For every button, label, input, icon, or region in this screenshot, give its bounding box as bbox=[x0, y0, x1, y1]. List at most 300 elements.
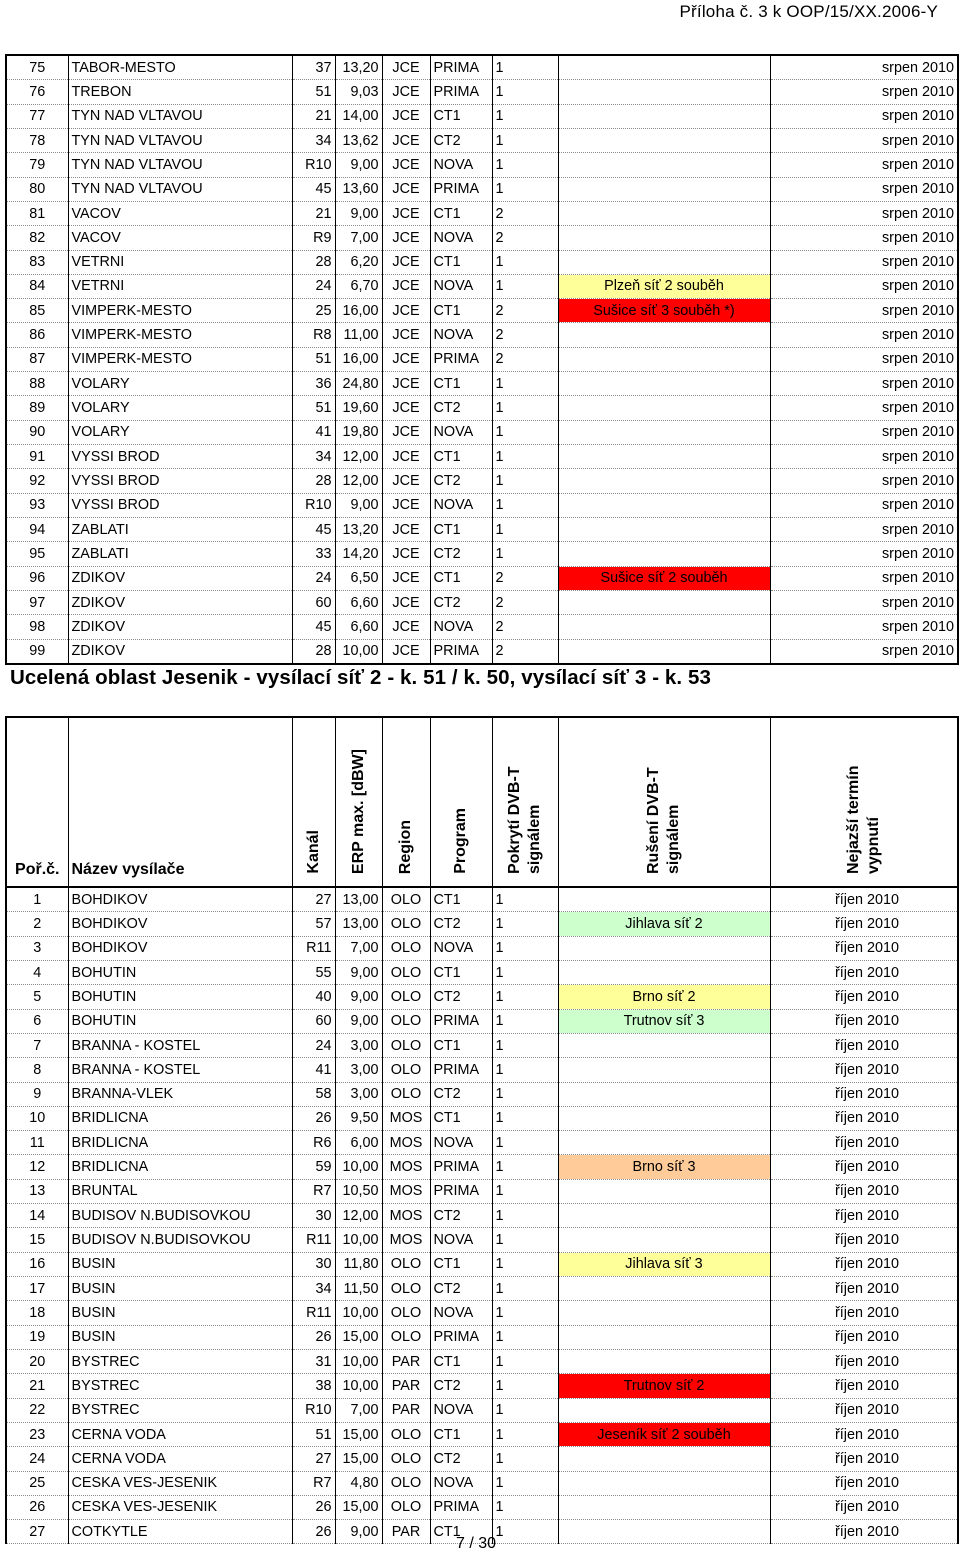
station-name: BOHDIKOV bbox=[68, 887, 292, 912]
switch-off-date: říjen 2010 bbox=[770, 1252, 958, 1276]
station-number: 98 bbox=[6, 615, 68, 639]
station-name: CESKA VES-JESENIK bbox=[68, 1495, 292, 1519]
erp-value: 10,00 bbox=[335, 1374, 382, 1398]
station-number: 15 bbox=[6, 1228, 68, 1252]
table-row bbox=[6, 396, 958, 420]
station-name: ZDIKOV bbox=[68, 615, 292, 639]
table-row bbox=[6, 936, 958, 960]
coverage-value: 1 bbox=[492, 912, 558, 936]
station-number: 87 bbox=[6, 347, 68, 371]
station-name: ZABLATI bbox=[68, 542, 292, 566]
channel: 51 bbox=[292, 1422, 335, 1446]
channel: 28 bbox=[292, 639, 335, 664]
coverage-value: 1 bbox=[492, 1520, 558, 1544]
coverage-value: 1 bbox=[492, 936, 558, 960]
erp-value: 7,00 bbox=[335, 936, 382, 960]
station-number: 17 bbox=[6, 1277, 68, 1301]
switch-off-date: srpen 2010 bbox=[770, 299, 958, 323]
channel: R10 bbox=[292, 1398, 335, 1422]
channel: 34 bbox=[292, 445, 335, 469]
table-row bbox=[6, 1447, 958, 1471]
region-code: MOS bbox=[382, 1204, 430, 1228]
header-region: Region bbox=[397, 819, 414, 874]
program-name: CT2 bbox=[430, 985, 492, 1009]
switch-off-date: srpen 2010 bbox=[770, 201, 958, 225]
station-number: 2 bbox=[6, 912, 68, 936]
coverage-value: 1 bbox=[492, 493, 558, 517]
station-name: BRUNTAL bbox=[68, 1179, 292, 1203]
channel: R7 bbox=[292, 1179, 335, 1203]
switch-off-date: říjen 2010 bbox=[770, 1325, 958, 1349]
region-code: JCE bbox=[382, 55, 430, 80]
switch-off-date: říjen 2010 bbox=[770, 1058, 958, 1082]
erp-value: 7,00 bbox=[335, 1398, 382, 1422]
table-row bbox=[6, 469, 958, 493]
channel: 31 bbox=[292, 1349, 335, 1373]
table1-body bbox=[6, 55, 958, 664]
erp-value: 6,00 bbox=[335, 1131, 382, 1155]
coverage-value: 1 bbox=[492, 128, 558, 152]
region-code: PAR bbox=[382, 1520, 430, 1544]
switch-off-date: říjen 2010 bbox=[770, 1131, 958, 1155]
station-name: VACOV bbox=[68, 226, 292, 250]
switch-off-date: říjen 2010 bbox=[770, 1204, 958, 1228]
station-number: 86 bbox=[6, 323, 68, 347]
channel: 34 bbox=[292, 1277, 335, 1301]
station-name: BRIDLICNA bbox=[68, 1155, 292, 1179]
table-row bbox=[6, 1155, 958, 1179]
channel: 30 bbox=[292, 1204, 335, 1228]
table-row bbox=[6, 420, 958, 444]
station-number: 97 bbox=[6, 590, 68, 614]
coverage-value: 1 bbox=[492, 372, 558, 396]
region-code: PAR bbox=[382, 1374, 430, 1398]
region-code: JCE bbox=[382, 445, 430, 469]
switch-off-date: srpen 2010 bbox=[770, 493, 958, 517]
channel: 34 bbox=[292, 128, 335, 152]
region-code: JCE bbox=[382, 153, 430, 177]
coverage-value: 2 bbox=[492, 566, 558, 590]
erp-value: 4,80 bbox=[335, 1471, 382, 1495]
interference-note bbox=[558, 177, 770, 201]
region-code: JCE bbox=[382, 347, 430, 371]
station-name: VIMPERK-MESTO bbox=[68, 299, 292, 323]
coverage-value: 1 bbox=[492, 1495, 558, 1519]
interference-note bbox=[558, 1495, 770, 1519]
program-name: PRIMA bbox=[430, 1495, 492, 1519]
program-name: CT2 bbox=[430, 1277, 492, 1301]
erp-value: 13,60 bbox=[335, 177, 382, 201]
interference-note bbox=[558, 1398, 770, 1422]
switch-off-date: srpen 2010 bbox=[770, 517, 958, 541]
coverage-value: 1 bbox=[492, 1398, 558, 1422]
switch-off-date: srpen 2010 bbox=[770, 420, 958, 444]
interference-note: Brno síť 2 bbox=[558, 985, 770, 1009]
interference-note bbox=[558, 936, 770, 960]
channel: 58 bbox=[292, 1082, 335, 1106]
interference-note bbox=[558, 1058, 770, 1082]
interference-note: Trutnov síť 2 bbox=[558, 1374, 770, 1398]
region-code: JCE bbox=[382, 177, 430, 201]
interference-note bbox=[558, 128, 770, 152]
region-code: OLO bbox=[382, 1495, 430, 1519]
station-number: 22 bbox=[6, 1398, 68, 1422]
interference-note: Jeseník síť 2 souběh bbox=[558, 1422, 770, 1446]
channel: R7 bbox=[292, 1471, 335, 1495]
coverage-value: 1 bbox=[492, 1325, 558, 1349]
interference-note: Sušice síť 3 souběh *) bbox=[558, 299, 770, 323]
station-number: 21 bbox=[6, 1374, 68, 1398]
interference-note: Sušice síť 2 souběh bbox=[558, 566, 770, 590]
coverage-value: 1 bbox=[492, 1033, 558, 1057]
channel: 51 bbox=[292, 80, 335, 104]
coverage-value: 1 bbox=[492, 1106, 558, 1130]
switch-off-date: říjen 2010 bbox=[770, 1277, 958, 1301]
interference-note bbox=[558, 590, 770, 614]
station-number: 90 bbox=[6, 420, 68, 444]
region-code: JCE bbox=[382, 104, 430, 128]
program-name: NOVA bbox=[430, 1398, 492, 1422]
switch-off-date: srpen 2010 bbox=[770, 250, 958, 274]
coverage-value: 2 bbox=[492, 615, 558, 639]
table-row bbox=[6, 1495, 958, 1519]
program-name: NOVA bbox=[430, 1131, 492, 1155]
header-interference: Rušení DVB-T signálem bbox=[645, 767, 682, 874]
erp-value: 13,20 bbox=[335, 55, 382, 80]
region-code: PAR bbox=[382, 1349, 430, 1373]
station-name: BYSTREC bbox=[68, 1374, 292, 1398]
station-number: 23 bbox=[6, 1422, 68, 1446]
station-number: 25 bbox=[6, 1471, 68, 1495]
coverage-value: 1 bbox=[492, 985, 558, 1009]
region-code: OLO bbox=[382, 985, 430, 1009]
station-name: VETRNI bbox=[68, 250, 292, 274]
coverage-value: 1 bbox=[492, 1204, 558, 1228]
table-row bbox=[6, 323, 958, 347]
switch-off-date: srpen 2010 bbox=[770, 566, 958, 590]
region-code: JCE bbox=[382, 372, 430, 396]
switch-off-date: říjen 2010 bbox=[770, 1106, 958, 1130]
program-name: CT1 bbox=[430, 1033, 492, 1057]
region-code: JCE bbox=[382, 566, 430, 590]
station-number: 7 bbox=[6, 1033, 68, 1057]
document-reference: Příloha č. 3 k OOP/15/XX.2006-Y bbox=[679, 2, 938, 21]
region-code: JCE bbox=[382, 274, 430, 298]
header-date: Nejazší termín vypnutí bbox=[844, 765, 882, 874]
interference-note: Jihlava síť 3 bbox=[558, 1252, 770, 1276]
erp-value: 19,60 bbox=[335, 396, 382, 420]
channel: R11 bbox=[292, 1301, 335, 1325]
station-number: 88 bbox=[6, 372, 68, 396]
program-name: CT1 bbox=[430, 1252, 492, 1276]
channel: 28 bbox=[292, 250, 335, 274]
erp-value: 13,62 bbox=[335, 128, 382, 152]
switch-off-date: srpen 2010 bbox=[770, 80, 958, 104]
table-row bbox=[6, 912, 958, 936]
interference-note bbox=[558, 347, 770, 371]
switch-off-date: srpen 2010 bbox=[770, 226, 958, 250]
interference-note bbox=[558, 469, 770, 493]
program-name: PRIMA bbox=[430, 1179, 492, 1203]
interference-note bbox=[558, 639, 770, 664]
station-number: 99 bbox=[6, 639, 68, 664]
table-row bbox=[6, 1009, 958, 1033]
channel: 27 bbox=[292, 1447, 335, 1471]
station-name: ZABLATI bbox=[68, 517, 292, 541]
switch-off-date: říjen 2010 bbox=[770, 1349, 958, 1373]
erp-value: 7,00 bbox=[335, 226, 382, 250]
interference-note bbox=[558, 1277, 770, 1301]
interference-note: Jihlava síť 2 bbox=[558, 912, 770, 936]
program-name: CT2 bbox=[430, 128, 492, 152]
erp-value: 6,20 bbox=[335, 250, 382, 274]
switch-off-date: říjen 2010 bbox=[770, 1471, 958, 1495]
interference-note bbox=[558, 153, 770, 177]
switch-off-date: srpen 2010 bbox=[770, 469, 958, 493]
switch-off-date: říjen 2010 bbox=[770, 1179, 958, 1203]
coverage-value: 1 bbox=[492, 1374, 558, 1398]
coverage-value: 2 bbox=[492, 590, 558, 614]
channel: 24 bbox=[292, 274, 335, 298]
coverage-value: 2 bbox=[492, 347, 558, 371]
channel: 57 bbox=[292, 912, 335, 936]
program-name: NOVA bbox=[430, 420, 492, 444]
station-number: 81 bbox=[6, 201, 68, 225]
erp-value: 9,00 bbox=[335, 1009, 382, 1033]
erp-value: 19,80 bbox=[335, 420, 382, 444]
table-row bbox=[6, 985, 958, 1009]
erp-value: 15,00 bbox=[335, 1325, 382, 1349]
table-row bbox=[6, 80, 958, 104]
station-number: 79 bbox=[6, 153, 68, 177]
switch-off-date: srpen 2010 bbox=[770, 445, 958, 469]
region-code: OLO bbox=[382, 1447, 430, 1471]
switch-off-date: srpen 2010 bbox=[770, 323, 958, 347]
channel: 60 bbox=[292, 1009, 335, 1033]
station-name: ZDIKOV bbox=[68, 639, 292, 664]
channel: 25 bbox=[292, 299, 335, 323]
region-code: OLO bbox=[382, 1252, 430, 1276]
interference-note bbox=[558, 1082, 770, 1106]
program-name: CT1 bbox=[430, 201, 492, 225]
station-name: VOLARY bbox=[68, 396, 292, 420]
station-name: ZDIKOV bbox=[68, 566, 292, 590]
station-number: 76 bbox=[6, 80, 68, 104]
switch-off-date: říjen 2010 bbox=[770, 887, 958, 912]
channel: 59 bbox=[292, 1155, 335, 1179]
station-name: BOHUTIN bbox=[68, 1009, 292, 1033]
erp-value: 11,80 bbox=[335, 1252, 382, 1276]
channel: 60 bbox=[292, 590, 335, 614]
erp-value: 3,00 bbox=[335, 1033, 382, 1057]
region-code: MOS bbox=[382, 1155, 430, 1179]
region-code: JCE bbox=[382, 226, 430, 250]
station-number: 80 bbox=[6, 177, 68, 201]
channel: 26 bbox=[292, 1106, 335, 1130]
table-row bbox=[6, 55, 958, 80]
header-erp: ERP max. [dBW] bbox=[349, 748, 367, 874]
station-number: 82 bbox=[6, 226, 68, 250]
switch-off-date: srpen 2010 bbox=[770, 615, 958, 639]
transmitter-table-jesenik bbox=[5, 716, 959, 1544]
erp-value: 13,20 bbox=[335, 517, 382, 541]
region-code: JCE bbox=[382, 420, 430, 444]
region-code: MOS bbox=[382, 1131, 430, 1155]
table-row bbox=[6, 517, 958, 541]
station-number: 13 bbox=[6, 1179, 68, 1203]
coverage-value: 1 bbox=[492, 1155, 558, 1179]
interference-note bbox=[558, 1179, 770, 1203]
interference-note bbox=[558, 517, 770, 541]
interference-note bbox=[558, 1228, 770, 1252]
station-number: 12 bbox=[6, 1155, 68, 1179]
table2-header bbox=[6, 717, 958, 887]
station-number: 84 bbox=[6, 274, 68, 298]
header-program: Program bbox=[452, 808, 469, 874]
table-row bbox=[6, 887, 958, 912]
station-number: 16 bbox=[6, 1252, 68, 1276]
station-number: 27 bbox=[6, 1520, 68, 1544]
program-name: CT1 bbox=[430, 1422, 492, 1446]
station-name: TYN NAD VLTAVOU bbox=[68, 104, 292, 128]
interference-note bbox=[558, 1204, 770, 1228]
program-name: CT1 bbox=[430, 299, 492, 323]
interference-note bbox=[558, 201, 770, 225]
channel: 26 bbox=[292, 1495, 335, 1519]
switch-off-date: srpen 2010 bbox=[770, 542, 958, 566]
station-name: BUSIN bbox=[68, 1325, 292, 1349]
station-name: VIMPERK-MESTO bbox=[68, 347, 292, 371]
program-name: CT1 bbox=[430, 372, 492, 396]
erp-value: 12,00 bbox=[335, 445, 382, 469]
region-code: OLO bbox=[382, 1325, 430, 1349]
station-name: BRIDLICNA bbox=[68, 1106, 292, 1130]
coverage-value: 2 bbox=[492, 226, 558, 250]
table-row bbox=[6, 615, 958, 639]
switch-off-date: říjen 2010 bbox=[770, 1033, 958, 1057]
table-row bbox=[6, 639, 958, 664]
coverage-value: 1 bbox=[492, 104, 558, 128]
program-name: NOVA bbox=[430, 615, 492, 639]
station-number: 19 bbox=[6, 1325, 68, 1349]
station-number: 24 bbox=[6, 1447, 68, 1471]
interference-note bbox=[558, 104, 770, 128]
coverage-value: 1 bbox=[492, 1009, 558, 1033]
switch-off-date: říjen 2010 bbox=[770, 912, 958, 936]
program-name: NOVA bbox=[430, 323, 492, 347]
erp-value: 10,00 bbox=[335, 1228, 382, 1252]
coverage-value: 1 bbox=[492, 177, 558, 201]
table-row bbox=[6, 1277, 958, 1301]
channel: R11 bbox=[292, 1228, 335, 1252]
table-row bbox=[6, 1349, 958, 1373]
station-name: CERNA VODA bbox=[68, 1422, 292, 1446]
coverage-value: 1 bbox=[492, 1422, 558, 1446]
interference-note bbox=[558, 226, 770, 250]
channel: 28 bbox=[292, 469, 335, 493]
station-number: 94 bbox=[6, 517, 68, 541]
channel: 38 bbox=[292, 1374, 335, 1398]
station-number: 9 bbox=[6, 1082, 68, 1106]
interference-note bbox=[558, 1131, 770, 1155]
switch-off-date: říjen 2010 bbox=[770, 1447, 958, 1471]
interference-note bbox=[558, 250, 770, 274]
erp-value: 10,00 bbox=[335, 1301, 382, 1325]
erp-value: 16,00 bbox=[335, 347, 382, 371]
program-name: PRIMA bbox=[430, 177, 492, 201]
table-row bbox=[6, 250, 958, 274]
program-name: CT1 bbox=[430, 960, 492, 984]
coverage-value: 1 bbox=[492, 517, 558, 541]
station-name: BYSTREC bbox=[68, 1349, 292, 1373]
table-row bbox=[6, 299, 958, 323]
coverage-value: 2 bbox=[492, 299, 558, 323]
interference-note bbox=[558, 615, 770, 639]
header-coverage: Pokrytí DVB-T signálem bbox=[506, 766, 543, 874]
interference-note: Trutnov síť 3 bbox=[558, 1009, 770, 1033]
station-number: 11 bbox=[6, 1131, 68, 1155]
switch-off-date: říjen 2010 bbox=[770, 1155, 958, 1179]
station-name: VACOV bbox=[68, 201, 292, 225]
channel: 21 bbox=[292, 201, 335, 225]
station-name: BUSIN bbox=[68, 1301, 292, 1325]
interference-note bbox=[558, 1349, 770, 1373]
station-name: BUDISOV N.BUDISOVKOU bbox=[68, 1228, 292, 1252]
switch-off-date: srpen 2010 bbox=[770, 639, 958, 664]
table-row bbox=[6, 153, 958, 177]
region-code: OLO bbox=[382, 1277, 430, 1301]
station-name: VOLARY bbox=[68, 420, 292, 444]
switch-off-date: srpen 2010 bbox=[770, 177, 958, 201]
program-name: NOVA bbox=[430, 936, 492, 960]
switch-off-date: srpen 2010 bbox=[770, 274, 958, 298]
coverage-value: 1 bbox=[492, 1252, 558, 1276]
erp-value: 14,20 bbox=[335, 542, 382, 566]
erp-value: 9,00 bbox=[335, 201, 382, 225]
station-name: VOLARY bbox=[68, 372, 292, 396]
station-number: 95 bbox=[6, 542, 68, 566]
switch-off-date: srpen 2010 bbox=[770, 347, 958, 371]
region-code: JCE bbox=[382, 517, 430, 541]
region-code: OLO bbox=[382, 1301, 430, 1325]
table2-body bbox=[6, 887, 958, 1544]
program-name: CT1 bbox=[430, 887, 492, 912]
table-row bbox=[6, 1252, 958, 1276]
table-row bbox=[6, 1398, 958, 1422]
switch-off-date: říjen 2010 bbox=[770, 936, 958, 960]
table-row bbox=[6, 372, 958, 396]
coverage-value: 1 bbox=[492, 469, 558, 493]
interference-note bbox=[558, 420, 770, 444]
station-number: 78 bbox=[6, 128, 68, 152]
region-code: JCE bbox=[382, 299, 430, 323]
erp-value: 6,60 bbox=[335, 590, 382, 614]
erp-value: 11,50 bbox=[335, 1277, 382, 1301]
program-name: CT1 bbox=[430, 104, 492, 128]
station-number: 18 bbox=[6, 1301, 68, 1325]
table-row bbox=[6, 201, 958, 225]
program-name: CT1 bbox=[430, 517, 492, 541]
erp-value: 9,03 bbox=[335, 80, 382, 104]
program-name: CT1 bbox=[430, 250, 492, 274]
section-title: Ucelená oblast Jesenik - vysílací síť 2 - k. 51 / k. 50, vysílací síť 3 - k. 53 bbox=[10, 666, 712, 689]
table-row bbox=[6, 1228, 958, 1252]
region-code: MOS bbox=[382, 1179, 430, 1203]
region-code: JCE bbox=[382, 590, 430, 614]
channel: 33 bbox=[292, 542, 335, 566]
program-name: PRIMA bbox=[430, 1325, 492, 1349]
coverage-value: 2 bbox=[492, 323, 558, 347]
